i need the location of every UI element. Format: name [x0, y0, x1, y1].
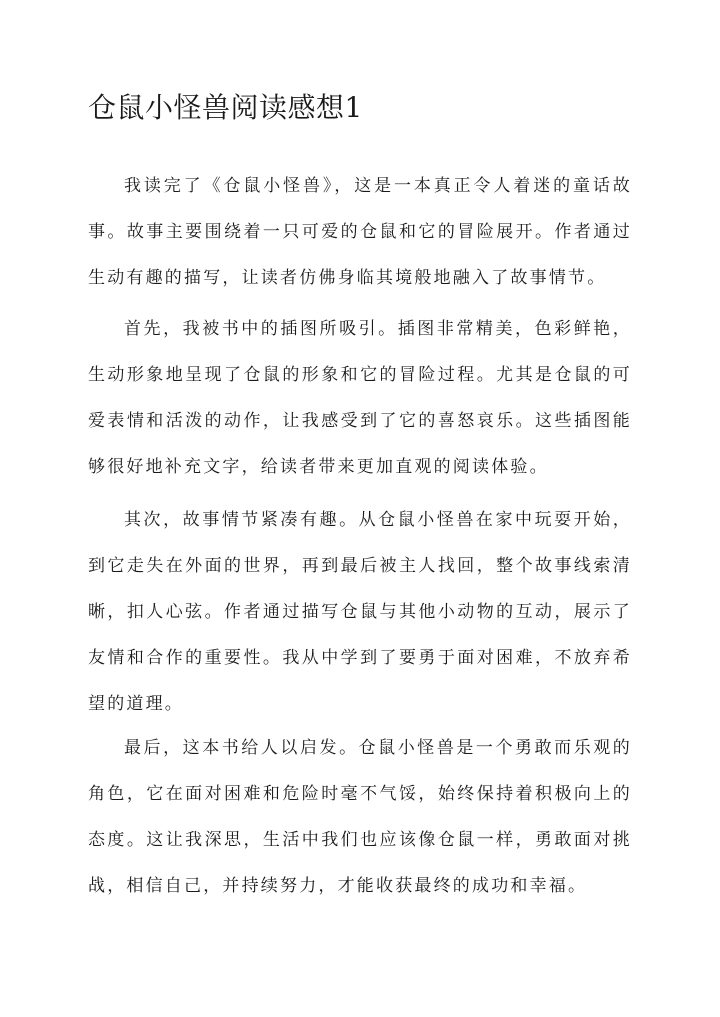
paragraph-3: 其次，故事情节紧凑有趣。从仓鼠小怪兽在家中玩耍开始，到它走失在外面的世界，再到最后被主人找回，整个故事线索清晰，扣人心弦。作者通过描写仓鼠与其他小动物的互动，展示了友情和合作的重要性。我从中学到了要勇于面对困难，不放弃希望的道理。	[88, 510, 632, 714]
paragraph-4: 最后，这本书给人以启发。仓鼠小怪兽是一个勇敢而乐观的角色，它在面对困难和危险时毫不气馁，始终保持着积极向上的态度。这让我深思，生活中我们也应该像仓鼠一样，勇敢面对挑战，相信自己，并持续努力，才能收获最终的成功和幸福。	[88, 738, 632, 896]
document-title: 仓鼠小怪兽阅读感想1	[88, 91, 363, 124]
paragraph-2: 首先，我被书中的插图所吸引。插图非常精美，色彩鲜艳，生动形象地呈现了仓鼠的形象和它的冒险过程。尤其是仓鼠的可爱表情和活泼的动作，让我感受到了它的喜怒哀乐。这些插图能够很好地补充文字，给读者带来更加直观的阅读体验。	[88, 319, 632, 477]
paragraph-1: 我读完了《仓鼠小怪兽》，这是一本真正令人着迷的童话故事。故事主要围绕着一只可爱的仓鼠和它的冒险展开。作者通过生动有趣的描写，让读者仿佛身临其境般地融入了故事情节。	[88, 176, 632, 288]
